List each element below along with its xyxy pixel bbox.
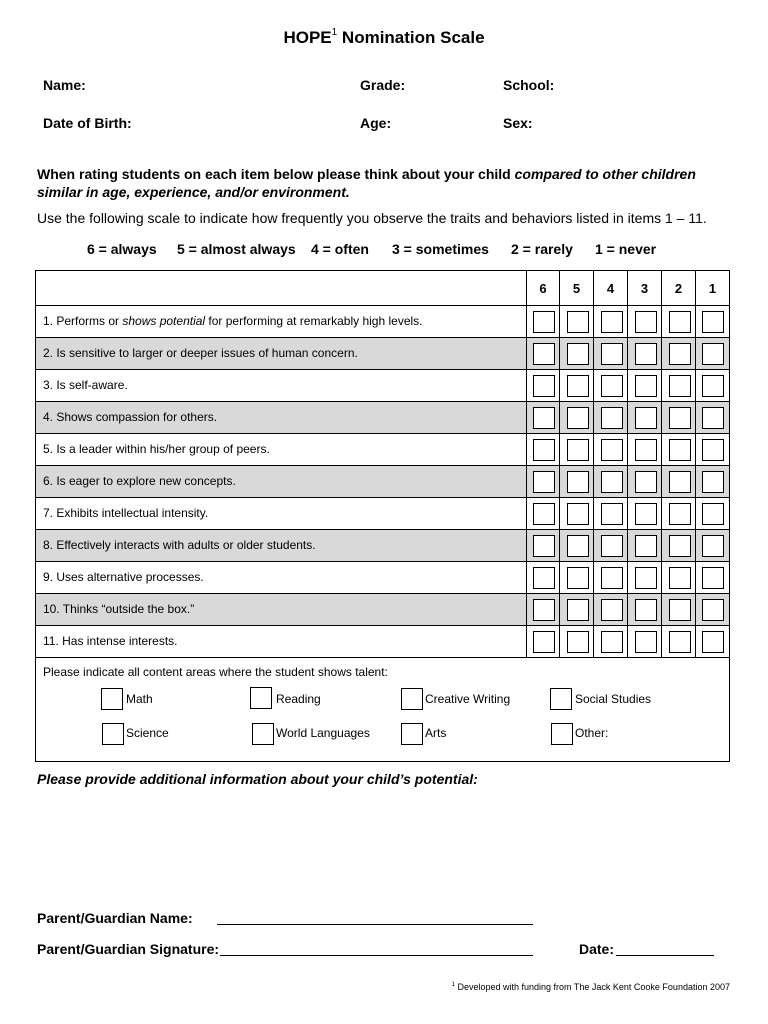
rating-checkbox-2[interactable] bbox=[669, 503, 691, 525]
table-row bbox=[36, 306, 729, 338]
rating-cell-4 bbox=[594, 370, 628, 401]
guardian-name-label: Parent/Guardian Name: bbox=[37, 910, 193, 926]
item-text bbox=[36, 530, 527, 561]
item-text-part: 6. Is eager to explore new concepts. bbox=[43, 474, 236, 488]
rating-checkbox-5[interactable] bbox=[567, 343, 589, 365]
table-row bbox=[36, 434, 729, 466]
rating-checkbox-1[interactable] bbox=[702, 343, 724, 365]
rating-checkbox-4[interactable] bbox=[601, 567, 623, 589]
rating-checkbox-3[interactable] bbox=[635, 599, 657, 621]
scale-legend-1: 1 = never bbox=[595, 241, 657, 257]
rating-cell-1 bbox=[696, 562, 729, 593]
rating-checkbox-2[interactable] bbox=[669, 311, 691, 333]
talent-checkbox-arts[interactable] bbox=[401, 723, 423, 745]
rating-cell-4 bbox=[594, 562, 628, 593]
talent-checkbox-other[interactable] bbox=[551, 723, 573, 745]
rating-cell-3 bbox=[628, 402, 662, 433]
rating-checkbox-1[interactable] bbox=[702, 535, 724, 557]
rating-checkbox-3[interactable] bbox=[635, 567, 657, 589]
rating-checkbox-4[interactable] bbox=[601, 503, 623, 525]
rating-checkbox-4[interactable] bbox=[601, 599, 623, 621]
column-header-5 bbox=[560, 271, 594, 305]
rating-cell-5 bbox=[560, 594, 594, 625]
rating-checkbox-1[interactable] bbox=[702, 471, 724, 493]
rating-cell-2 bbox=[662, 594, 696, 625]
rating-cell-6 bbox=[527, 530, 560, 561]
column-header-3 bbox=[628, 271, 662, 305]
rating-checkbox-5[interactable] bbox=[567, 407, 589, 429]
rating-cell-1 bbox=[696, 530, 729, 561]
item-text bbox=[36, 562, 527, 593]
rating-cell-5 bbox=[560, 562, 594, 593]
column-header-4 bbox=[594, 271, 628, 305]
table-header-row bbox=[36, 271, 729, 306]
rating-cell-1 bbox=[696, 306, 729, 337]
rating-cell-2 bbox=[662, 530, 696, 561]
rating-cell-1 bbox=[696, 338, 729, 369]
rating-checkbox-5[interactable] bbox=[567, 471, 589, 493]
rating-checkbox-6[interactable] bbox=[533, 375, 555, 397]
rating-cell-2 bbox=[662, 402, 696, 433]
date-label: Date: bbox=[579, 941, 615, 957]
talent-prompt: Please indicate all content areas where the student shows talent: bbox=[43, 665, 388, 679]
column-header-2 bbox=[662, 271, 696, 305]
grade-field-label: Grade: bbox=[360, 77, 406, 93]
rating-checkbox-4[interactable] bbox=[601, 439, 623, 461]
rating-checkbox-5[interactable] bbox=[567, 375, 589, 397]
table-row bbox=[36, 562, 729, 594]
column-header-label: 2 bbox=[674, 281, 683, 296]
rating-checkbox-4[interactable] bbox=[601, 407, 623, 429]
rating-cell-5 bbox=[560, 434, 594, 465]
rating-checkbox-4[interactable] bbox=[601, 343, 623, 365]
instructions-italic: compared to other children similar in age, experience, and/or environment. bbox=[37, 166, 696, 200]
rating-checkbox-2[interactable] bbox=[669, 599, 691, 621]
rating-checkbox-3[interactable] bbox=[635, 311, 657, 333]
rating-cell-3 bbox=[628, 498, 662, 529]
rating-cell-4 bbox=[594, 306, 628, 337]
footnote-mark: 1 bbox=[451, 982, 455, 988]
rating-cell-6 bbox=[527, 562, 560, 593]
rating-checkbox-1[interactable] bbox=[702, 407, 724, 429]
talent-checkbox-world-languages[interactable] bbox=[252, 723, 274, 745]
talent-label-creative-writing: Creative Writing bbox=[425, 692, 511, 706]
table-row bbox=[36, 594, 729, 626]
table-row bbox=[36, 370, 729, 402]
rating-cell-4 bbox=[594, 594, 628, 625]
additional-info-prompt: Please provide additional information about your child’s potential: bbox=[37, 771, 478, 787]
rating-cell-1 bbox=[696, 594, 729, 625]
rating-checkbox-6[interactable] bbox=[533, 631, 555, 653]
talent-label-social-studies: Social Studies bbox=[575, 692, 652, 706]
rating-cell-5 bbox=[560, 402, 594, 433]
rating-cell-1 bbox=[696, 626, 729, 657]
talent-label-world-languages: World Languages bbox=[276, 726, 370, 740]
talent-label-math: Math bbox=[126, 692, 153, 706]
rating-checkbox-5[interactable] bbox=[567, 535, 589, 557]
rating-checkbox-2[interactable] bbox=[669, 567, 691, 589]
item-text-part: 7. Exhibits intellectual intensity. bbox=[43, 506, 209, 520]
school-field-label: School: bbox=[503, 77, 555, 93]
rating-checkbox-6[interactable] bbox=[533, 471, 555, 493]
rating-checkbox-2[interactable] bbox=[669, 439, 691, 461]
guardian-name-line[interactable] bbox=[217, 924, 533, 925]
rating-cell-4 bbox=[594, 466, 628, 497]
item-text bbox=[36, 594, 527, 625]
scale-legend-4: 4 = often bbox=[311, 241, 369, 257]
column-header-label: 4 bbox=[606, 281, 615, 296]
rating-instructions bbox=[37, 165, 737, 201]
rating-cell-6 bbox=[527, 306, 560, 337]
rating-checkbox-4[interactable] bbox=[601, 535, 623, 557]
rating-cell-4 bbox=[594, 498, 628, 529]
item-text bbox=[36, 370, 527, 401]
rating-checkbox-6[interactable] bbox=[533, 311, 555, 333]
form-title bbox=[0, 28, 768, 48]
rating-cell-5 bbox=[560, 530, 594, 561]
rating-checkbox-5[interactable] bbox=[567, 631, 589, 653]
rating-checkbox-4[interactable] bbox=[601, 311, 623, 333]
instructions-bold: When rating students on each item below please think about your child bbox=[37, 166, 515, 182]
talent-checkbox-math[interactable] bbox=[101, 688, 123, 710]
talent-label-science: Science bbox=[126, 726, 169, 740]
item-text bbox=[36, 402, 527, 433]
name-field-label: Name: bbox=[43, 77, 86, 93]
item-text-part: 3. Is self-aware. bbox=[43, 378, 128, 392]
rating-checkbox-3[interactable] bbox=[635, 503, 657, 525]
item-text bbox=[36, 626, 527, 657]
talent-checkbox-science[interactable] bbox=[102, 723, 124, 745]
rating-cell-5 bbox=[560, 370, 594, 401]
column-header-label: 6 bbox=[539, 281, 547, 296]
rating-checkbox-1[interactable] bbox=[702, 503, 724, 525]
date-line[interactable] bbox=[616, 955, 714, 956]
item-text bbox=[36, 434, 527, 465]
rating-checkbox-6[interactable] bbox=[533, 343, 555, 365]
rating-checkbox-3[interactable] bbox=[635, 407, 657, 429]
item-text-part: 8. Effectively interacts with adults or older students. bbox=[43, 538, 316, 552]
age-field-label: Age: bbox=[360, 115, 392, 131]
column-header-label: 1 bbox=[708, 281, 717, 296]
rating-checkbox-2[interactable] bbox=[669, 343, 691, 365]
scale-legend-2: 2 = rarely bbox=[511, 241, 573, 257]
rating-cell-2 bbox=[662, 466, 696, 497]
rating-checkbox-6[interactable] bbox=[533, 503, 555, 525]
rating-cell-6 bbox=[527, 626, 560, 657]
rating-checkbox-6[interactable] bbox=[533, 439, 555, 461]
item-text-part: 2. Is sensitive to larger or deeper issues of human concern. bbox=[43, 346, 358, 360]
table-row bbox=[36, 626, 729, 658]
item-text bbox=[36, 498, 527, 529]
rating-checkbox-5[interactable] bbox=[567, 439, 589, 461]
rating-cell-2 bbox=[662, 338, 696, 369]
title-footnote-mark: 1 bbox=[331, 27, 338, 38]
title-rest: Nomination Scale bbox=[337, 28, 485, 47]
rating-cell-2 bbox=[662, 498, 696, 529]
rating-cell-5 bbox=[560, 498, 594, 529]
rating-cell-6 bbox=[527, 466, 560, 497]
rating-cell-3 bbox=[628, 562, 662, 593]
rating-checkbox-6[interactable] bbox=[533, 567, 555, 589]
talent-label-other: Other: bbox=[575, 726, 609, 740]
column-header-label: 5 bbox=[572, 281, 581, 296]
rating-checkbox-2[interactable] bbox=[669, 535, 691, 557]
table-row bbox=[36, 498, 729, 530]
table-row bbox=[36, 466, 729, 498]
item-text-part: 11. Has intense interests. bbox=[43, 634, 178, 648]
table-row bbox=[36, 402, 729, 434]
rating-cell-6 bbox=[527, 498, 560, 529]
dob-field-label: Date of Birth: bbox=[43, 115, 132, 131]
sex-field-label: Sex: bbox=[503, 115, 533, 131]
rating-checkbox-4[interactable] bbox=[601, 631, 623, 653]
rating-cell-3 bbox=[628, 370, 662, 401]
rating-cell-3 bbox=[628, 626, 662, 657]
rating-cell-3 bbox=[628, 338, 662, 369]
rating-checkbox-1[interactable] bbox=[702, 311, 724, 333]
rating-checkbox-3[interactable] bbox=[635, 439, 657, 461]
rating-checkbox-5[interactable] bbox=[567, 311, 589, 333]
rating-cell-3 bbox=[628, 434, 662, 465]
rating-cell-3 bbox=[628, 530, 662, 561]
rating-checkbox-2[interactable] bbox=[669, 631, 691, 653]
rating-cell-2 bbox=[662, 626, 696, 657]
rating-cell-1 bbox=[696, 434, 729, 465]
rating-cell-2 bbox=[662, 370, 696, 401]
rating-cell-5 bbox=[560, 338, 594, 369]
rating-cell-3 bbox=[628, 466, 662, 497]
table-row bbox=[36, 530, 729, 562]
rating-cell-4 bbox=[594, 530, 628, 561]
scale-legend-6: 6 = always bbox=[87, 241, 157, 257]
scale-legend-5: 5 = almost always bbox=[177, 241, 296, 257]
rating-checkbox-5[interactable] bbox=[567, 503, 589, 525]
rating-cell-3 bbox=[628, 306, 662, 337]
footnote-text: Developed with funding from The Jack Kent Cooke Foundation 2007 bbox=[454, 982, 730, 992]
rating-checkbox-1[interactable] bbox=[702, 599, 724, 621]
rating-checkbox-3[interactable] bbox=[635, 375, 657, 397]
rating-cell-3 bbox=[628, 594, 662, 625]
rating-table bbox=[35, 270, 730, 762]
rating-checkbox-5[interactable] bbox=[567, 599, 589, 621]
talent-areas-section bbox=[36, 657, 729, 761]
item-text-part: 9. Uses alternative processes. bbox=[43, 570, 204, 584]
rating-checkbox-1[interactable] bbox=[702, 439, 724, 461]
rating-cell-4 bbox=[594, 338, 628, 369]
item-text-italic: shows potential bbox=[122, 314, 206, 328]
rating-cell-5 bbox=[560, 306, 594, 337]
item-text-part: 4. Shows compassion for others. bbox=[43, 410, 218, 424]
item-text bbox=[36, 306, 527, 337]
rating-cell-2 bbox=[662, 434, 696, 465]
rating-cell-1 bbox=[696, 370, 729, 401]
rating-cell-2 bbox=[662, 562, 696, 593]
title-main: HOPE bbox=[283, 28, 332, 47]
rating-cell-5 bbox=[560, 626, 594, 657]
talent-label-reading: Reading bbox=[276, 692, 321, 706]
rating-checkbox-3[interactable] bbox=[635, 471, 657, 493]
column-header-6 bbox=[527, 271, 560, 305]
rating-cell-1 bbox=[696, 498, 729, 529]
item-text-part: 5. Is a leader within his/her group of peers. bbox=[43, 442, 270, 456]
item-text bbox=[36, 338, 527, 369]
rating-cell-1 bbox=[696, 402, 729, 433]
rating-checkbox-6[interactable] bbox=[533, 407, 555, 429]
rating-checkbox-2[interactable] bbox=[669, 375, 691, 397]
rating-cell-6 bbox=[527, 338, 560, 369]
talent-label-arts: Arts bbox=[425, 726, 447, 740]
footnote bbox=[452, 982, 730, 992]
rating-checkbox-1[interactable] bbox=[702, 631, 724, 653]
rating-cell-6 bbox=[527, 370, 560, 401]
rating-cell-6 bbox=[527, 434, 560, 465]
item-text-part: for performing at remarkably high levels. bbox=[205, 314, 423, 328]
item-text-part: 1. Performs or bbox=[43, 314, 123, 328]
scale-intro: Use the following scale to indicate how frequently you observe the traits and behaviors listed in items 1 – 11. bbox=[37, 210, 707, 226]
item-text-part: 10. Thinks “outside the box.” bbox=[43, 602, 195, 616]
rating-cell-1 bbox=[696, 466, 729, 497]
rating-checkbox-3[interactable] bbox=[635, 631, 657, 653]
rating-cell-6 bbox=[527, 594, 560, 625]
talent-checkbox-reading[interactable] bbox=[250, 687, 272, 709]
rating-checkbox-4[interactable] bbox=[601, 375, 623, 397]
rating-checkbox-6[interactable] bbox=[533, 535, 555, 557]
rating-checkbox-4[interactable] bbox=[601, 471, 623, 493]
rating-checkbox-2[interactable] bbox=[669, 471, 691, 493]
rating-cell-5 bbox=[560, 466, 594, 497]
rating-checkbox-3[interactable] bbox=[635, 343, 657, 365]
guardian-signature-label: Parent/Guardian Signature: bbox=[37, 941, 220, 957]
rating-cell-6 bbox=[527, 402, 560, 433]
talent-checkbox-creative-writing[interactable] bbox=[401, 688, 423, 710]
talent-checkbox-social-studies[interactable] bbox=[550, 688, 572, 710]
column-header-1 bbox=[696, 271, 729, 305]
header-blank-cell bbox=[36, 271, 527, 305]
guardian-signature-line[interactable] bbox=[220, 955, 533, 956]
rating-checkbox-1[interactable] bbox=[702, 375, 724, 397]
table-row bbox=[36, 338, 729, 370]
rating-cell-4 bbox=[594, 434, 628, 465]
scale-legend-3: 3 = sometimes bbox=[392, 241, 489, 257]
rating-checkbox-6[interactable] bbox=[533, 599, 555, 621]
rating-cell-2 bbox=[662, 306, 696, 337]
rating-cell-4 bbox=[594, 402, 628, 433]
rating-checkbox-5[interactable] bbox=[567, 567, 589, 589]
rating-checkbox-3[interactable] bbox=[635, 535, 657, 557]
rating-checkbox-2[interactable] bbox=[669, 407, 691, 429]
column-header-label: 3 bbox=[640, 281, 649, 296]
rating-cell-4 bbox=[594, 626, 628, 657]
item-text bbox=[36, 466, 527, 497]
rating-checkbox-1[interactable] bbox=[702, 567, 724, 589]
